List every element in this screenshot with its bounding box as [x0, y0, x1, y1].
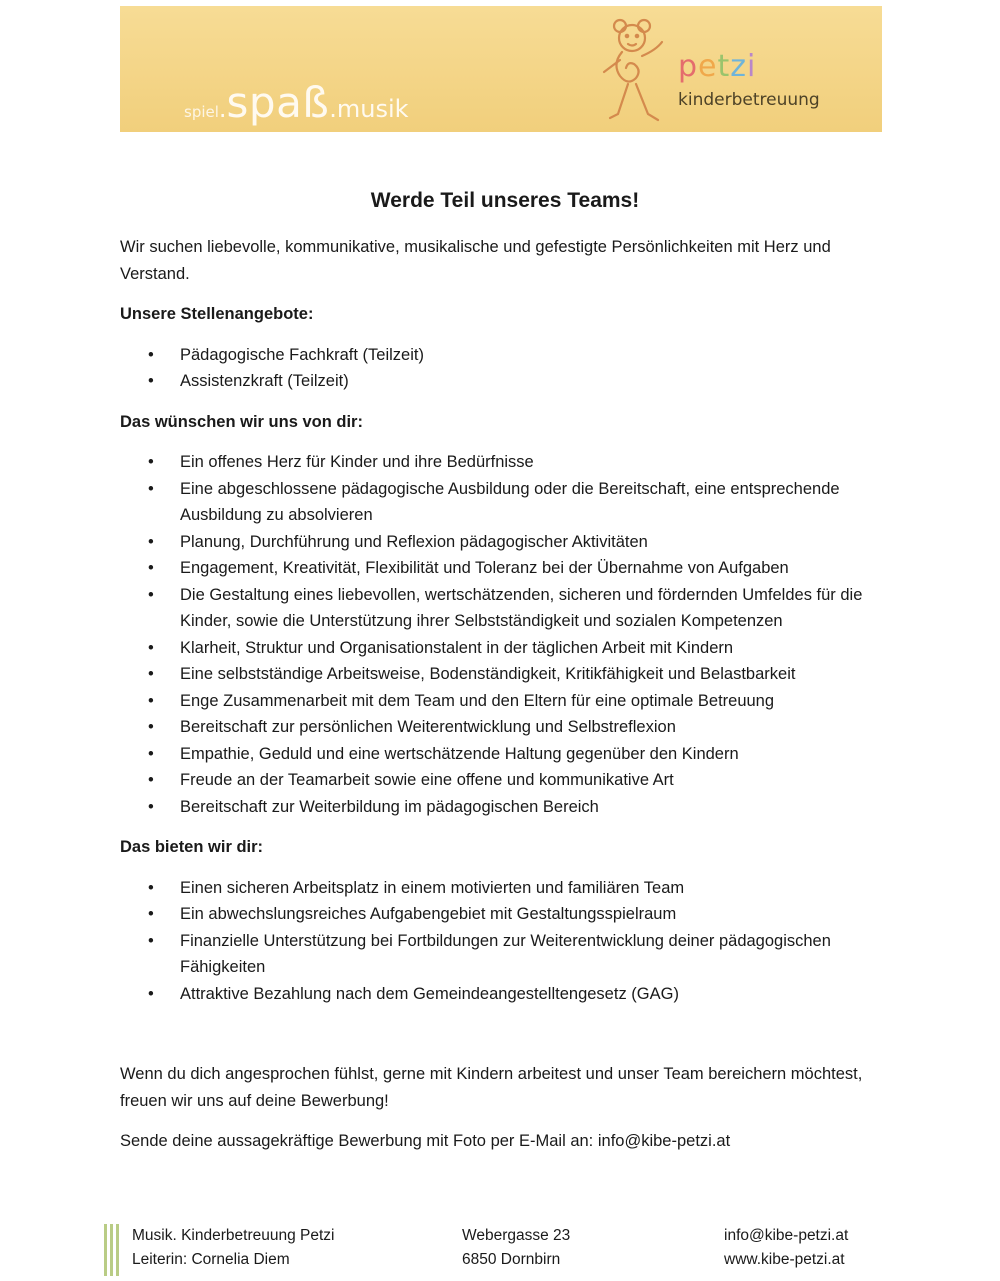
header-banner — [120, 6, 882, 132]
list-item: • Die Gestaltung eines liebevollen, wertschätzenden, sicheren und fördernden Umfeldes für die Kinder, sowie die Unterstützung ihrer Selbstständigkeit und sozialen Kompetenzen — [120, 582, 890, 635]
page-title: Werde Teil unseres Teams! — [370, 189, 640, 212]
footer — [104, 1224, 884, 1272]
footer-leader: Leiterin: Cornelia Diem — [132, 1251, 290, 1268]
list-item: • Bereitschaft zur Weiterbildung im pädagogischen Bereich — [120, 794, 890, 821]
slogan-word-1: spiel — [184, 103, 219, 121]
benefits-list — [120, 875, 890, 1008]
list-item: • Empathie, Geduld und eine wertschätzende Haltung gegenüber den Kindern — [120, 741, 890, 768]
wishes-heading: Das wünschen wir uns von dir: — [120, 412, 363, 431]
list-item: • Planung, Durchführung und Reflexion pädagogischer Aktivitäten — [120, 529, 890, 556]
footer-decoration — [104, 1224, 120, 1276]
slogan: spiel.spaß.musik — [184, 78, 409, 127]
list-item: • Freude an der Teamarbeit sowie eine offene und kommunikative Art — [120, 767, 890, 794]
offers-heading: Unsere Stellenangebote: — [120, 305, 314, 323]
list-item: • Eine abgeschlossene pädagogische Ausbildung oder die Bereitschaft, eine entsprechende Ausbildung zu absolvieren — [120, 476, 890, 529]
list-item: • Ein abwechslungsreiches Aufgabengebiet mit Gestaltungsspielraum — [120, 901, 890, 928]
list-item: • Enge Zusammenarbeit mit dem Team und den Eltern für eine optimale Betreuung — [120, 688, 890, 715]
document-body — [120, 186, 890, 1169]
brand-logo — [678, 50, 820, 110]
wishes-list — [120, 449, 890, 820]
list-item: • Klarheit, Struktur und Organisationstalent in der täglichen Arbeit mit Kindern — [120, 635, 890, 662]
footer-city: 6850 Dornbirn — [462, 1251, 561, 1268]
footer-web-link[interactable]: www.kibe-petzi.at — [724, 1251, 845, 1268]
closing-text: Wenn du dich angesprochen fühlst, gerne mit Kindern arbeitest und unser Team bereichern möchtest, freuen wir uns auf deine Bewerbung! — [120, 1065, 863, 1110]
footer-street: Webergasse 23 — [462, 1227, 571, 1244]
footer-org — [132, 1224, 334, 1272]
list-item: • Finanzielle Unterstützung bei Fortbildungen zur Weiterentwicklung deiner pädagogischen Fähigkeiten — [120, 928, 890, 981]
offers-list — [120, 342, 890, 395]
list-item: • Engagement, Kreativität, Flexibilität und Toleranz bei der Übernahme von Aufgaben — [120, 555, 890, 582]
footer-address — [462, 1224, 570, 1272]
list-item: • Attraktive Bezahlung nach dem Gemeindeangestelltengesetz (GAG) — [120, 981, 890, 1008]
footer-org-name: Musik. Kinderbetreuung Petzi — [132, 1227, 335, 1244]
slogan-word-2: spaß — [226, 78, 330, 127]
list-item: • Ein offenes Herz für Kinder und ihre Bedürfnisse — [120, 449, 890, 476]
slogan-word-3: musik — [336, 95, 409, 123]
benefits-heading: Das bieten wir dir: — [120, 838, 264, 856]
intro-text: Wir suchen liebevolle, kommunikative, musikalische und gefestigte Persönlichkeiten mit Herz und Verstand. — [120, 238, 831, 283]
footer-email-link[interactable]: info@kibe-petzi.at — [724, 1227, 849, 1244]
footer-contact — [724, 1224, 848, 1272]
brand-name: petzi — [678, 49, 757, 84]
list-item: • Assistenzkraft (Teilzeit) — [120, 368, 890, 395]
bear-logo-icon — [598, 14, 678, 126]
list-item: • Pädagogische Fachkraft (Teilzeit) — [120, 342, 890, 369]
list-item: • Bereitschaft zur persönlichen Weiterentwicklung und Selbstreflexion — [120, 714, 890, 741]
apply-text: Sende deine aussagekräftige Bewerbung mit Foto per E-Mail an: info@kibe-petzi.at — [120, 1132, 731, 1150]
list-item: • Einen sicheren Arbeitsplatz in einem motivierten und familiären Team — [120, 875, 890, 902]
brand-subtitle: kinderbetreuung — [678, 90, 820, 110]
list-item: • Eine selbstständige Arbeitsweise, Bodenständigkeit, Kritikfähigkeit und Belastbarkeit — [120, 661, 890, 688]
